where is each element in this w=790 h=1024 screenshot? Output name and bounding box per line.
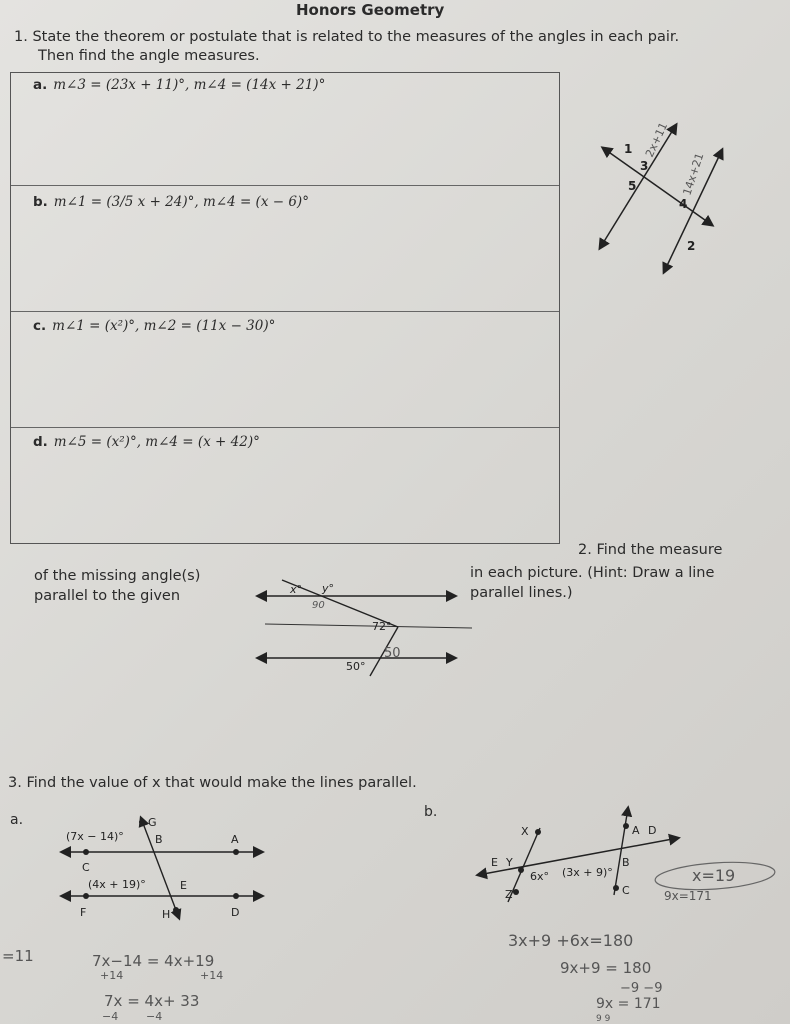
part-a-expression: m∠3 = (23x + 11)°, m∠4 = (14x + 21)°	[53, 77, 326, 93]
part-b-label: b.	[424, 804, 438, 820]
point-c: C	[82, 861, 90, 874]
angle-y-label: y°	[322, 582, 335, 595]
scribbled-work: 9x=171	[664, 889, 712, 903]
handwritten-2x-plus-11: 2x+11	[642, 120, 671, 160]
part-d-expression: m∠5 = (x²)°, m∠4 = (x + 42)°	[53, 434, 260, 450]
answer-x-equals-19: x=19	[692, 866, 736, 885]
point-b: B	[155, 833, 163, 846]
angle-6x: 6x°	[530, 870, 550, 883]
q3b-figure	[478, 808, 678, 902]
point-x: X	[521, 825, 529, 838]
work-b-line-5: 9 9	[596, 1014, 611, 1024]
part-letter: b.	[33, 194, 48, 210]
work-a-line-4-left: −4	[102, 1010, 119, 1023]
work-a-line-2-right: +14	[200, 969, 224, 982]
work-b-line-1: 3x+9 +6x=180	[508, 931, 634, 950]
part-letter: c.	[33, 318, 47, 334]
question-1-line-2: Then find the angle measures.	[38, 48, 260, 64]
handwritten-14x-plus-21: 14x+21	[680, 151, 707, 197]
point-e: E	[180, 879, 187, 892]
part-c-expression: m∠1 = (x²)°, m∠2 = (11x − 30)°	[52, 318, 276, 334]
handwritten-work-b	[508, 859, 776, 1024]
handwritten-90: 90	[312, 600, 325, 611]
handwritten-work-a	[2, 947, 223, 1023]
q3a-figure	[62, 816, 262, 921]
point-g: G	[148, 816, 157, 829]
work-b-line-4: 9x = 171	[596, 996, 661, 1012]
part-a-label: a.	[10, 812, 24, 828]
point-d-b: D	[648, 824, 657, 837]
question-2-left-line-1: of the missing angle(s)	[34, 568, 201, 584]
question-2-right-line-1: in each picture. (Hint: Draw a line	[470, 565, 715, 581]
work-b-line-3: −9 −9	[620, 981, 663, 996]
work-a-line-3: 7x = 4x+ 33	[104, 992, 200, 1010]
point-y: Y	[506, 856, 513, 869]
work-b-line-2: 9x+9 = 180	[560, 959, 652, 977]
part-letter: d.	[33, 434, 48, 450]
angle-4-label: 4	[679, 197, 688, 211]
part-b-expression: m∠1 = (3/5 x + 24)°, m∠4 = (x − 6)°	[53, 194, 309, 210]
point-h: H	[162, 908, 171, 921]
point-c-b: C	[622, 884, 630, 897]
work-a-line-2-left: +14	[100, 969, 124, 982]
question-2-heading: 2. Find the measure	[578, 542, 723, 558]
question-2-right-line-2: parallel lines.)	[470, 585, 573, 601]
angle-3x-plus-9: (3x + 9)°	[562, 866, 613, 879]
handwritten-50: 50	[384, 646, 401, 661]
point-f: F	[80, 906, 87, 919]
point-e-b: E	[491, 856, 498, 869]
point-b-b: B	[622, 856, 630, 869]
angle-72-label: 72°	[372, 620, 392, 633]
q2-parallel-figure	[258, 580, 472, 676]
work-a-line-1: 7x−14 = 4x+19	[92, 952, 215, 970]
point-d: D	[231, 906, 240, 919]
point-z: Z	[505, 888, 513, 901]
angle-x-label: x°	[290, 583, 303, 596]
angle-7x-minus-14: (7x − 14)°	[66, 830, 124, 843]
page-title: Honors Geometry	[296, 1, 445, 19]
question-2-left-line-2: parallel to the given	[34, 588, 181, 604]
angle-2-label: 2	[687, 239, 696, 253]
question-1-line-1: 1. State the theorem or postulate that is related to the measures of the angles in each pair.	[14, 29, 680, 45]
angle-5-label: 5	[628, 179, 637, 193]
work-a-side-note: =11	[2, 947, 34, 965]
point-a-b: A	[632, 824, 640, 837]
point-a: A	[231, 833, 239, 846]
angle-1-label: 1	[624, 142, 633, 156]
work-a-line-4-right: −4	[146, 1010, 163, 1023]
q1-transversal-figure	[600, 120, 722, 272]
angle-50-label: 50°	[346, 660, 366, 673]
part-letter: a.	[33, 77, 48, 93]
question-3-heading: 3. Find the value of x that would make the lines parallel.	[8, 775, 417, 791]
angle-3-label: 3	[640, 159, 649, 173]
angle-4x-plus-19: (4x + 19)°	[88, 878, 146, 891]
